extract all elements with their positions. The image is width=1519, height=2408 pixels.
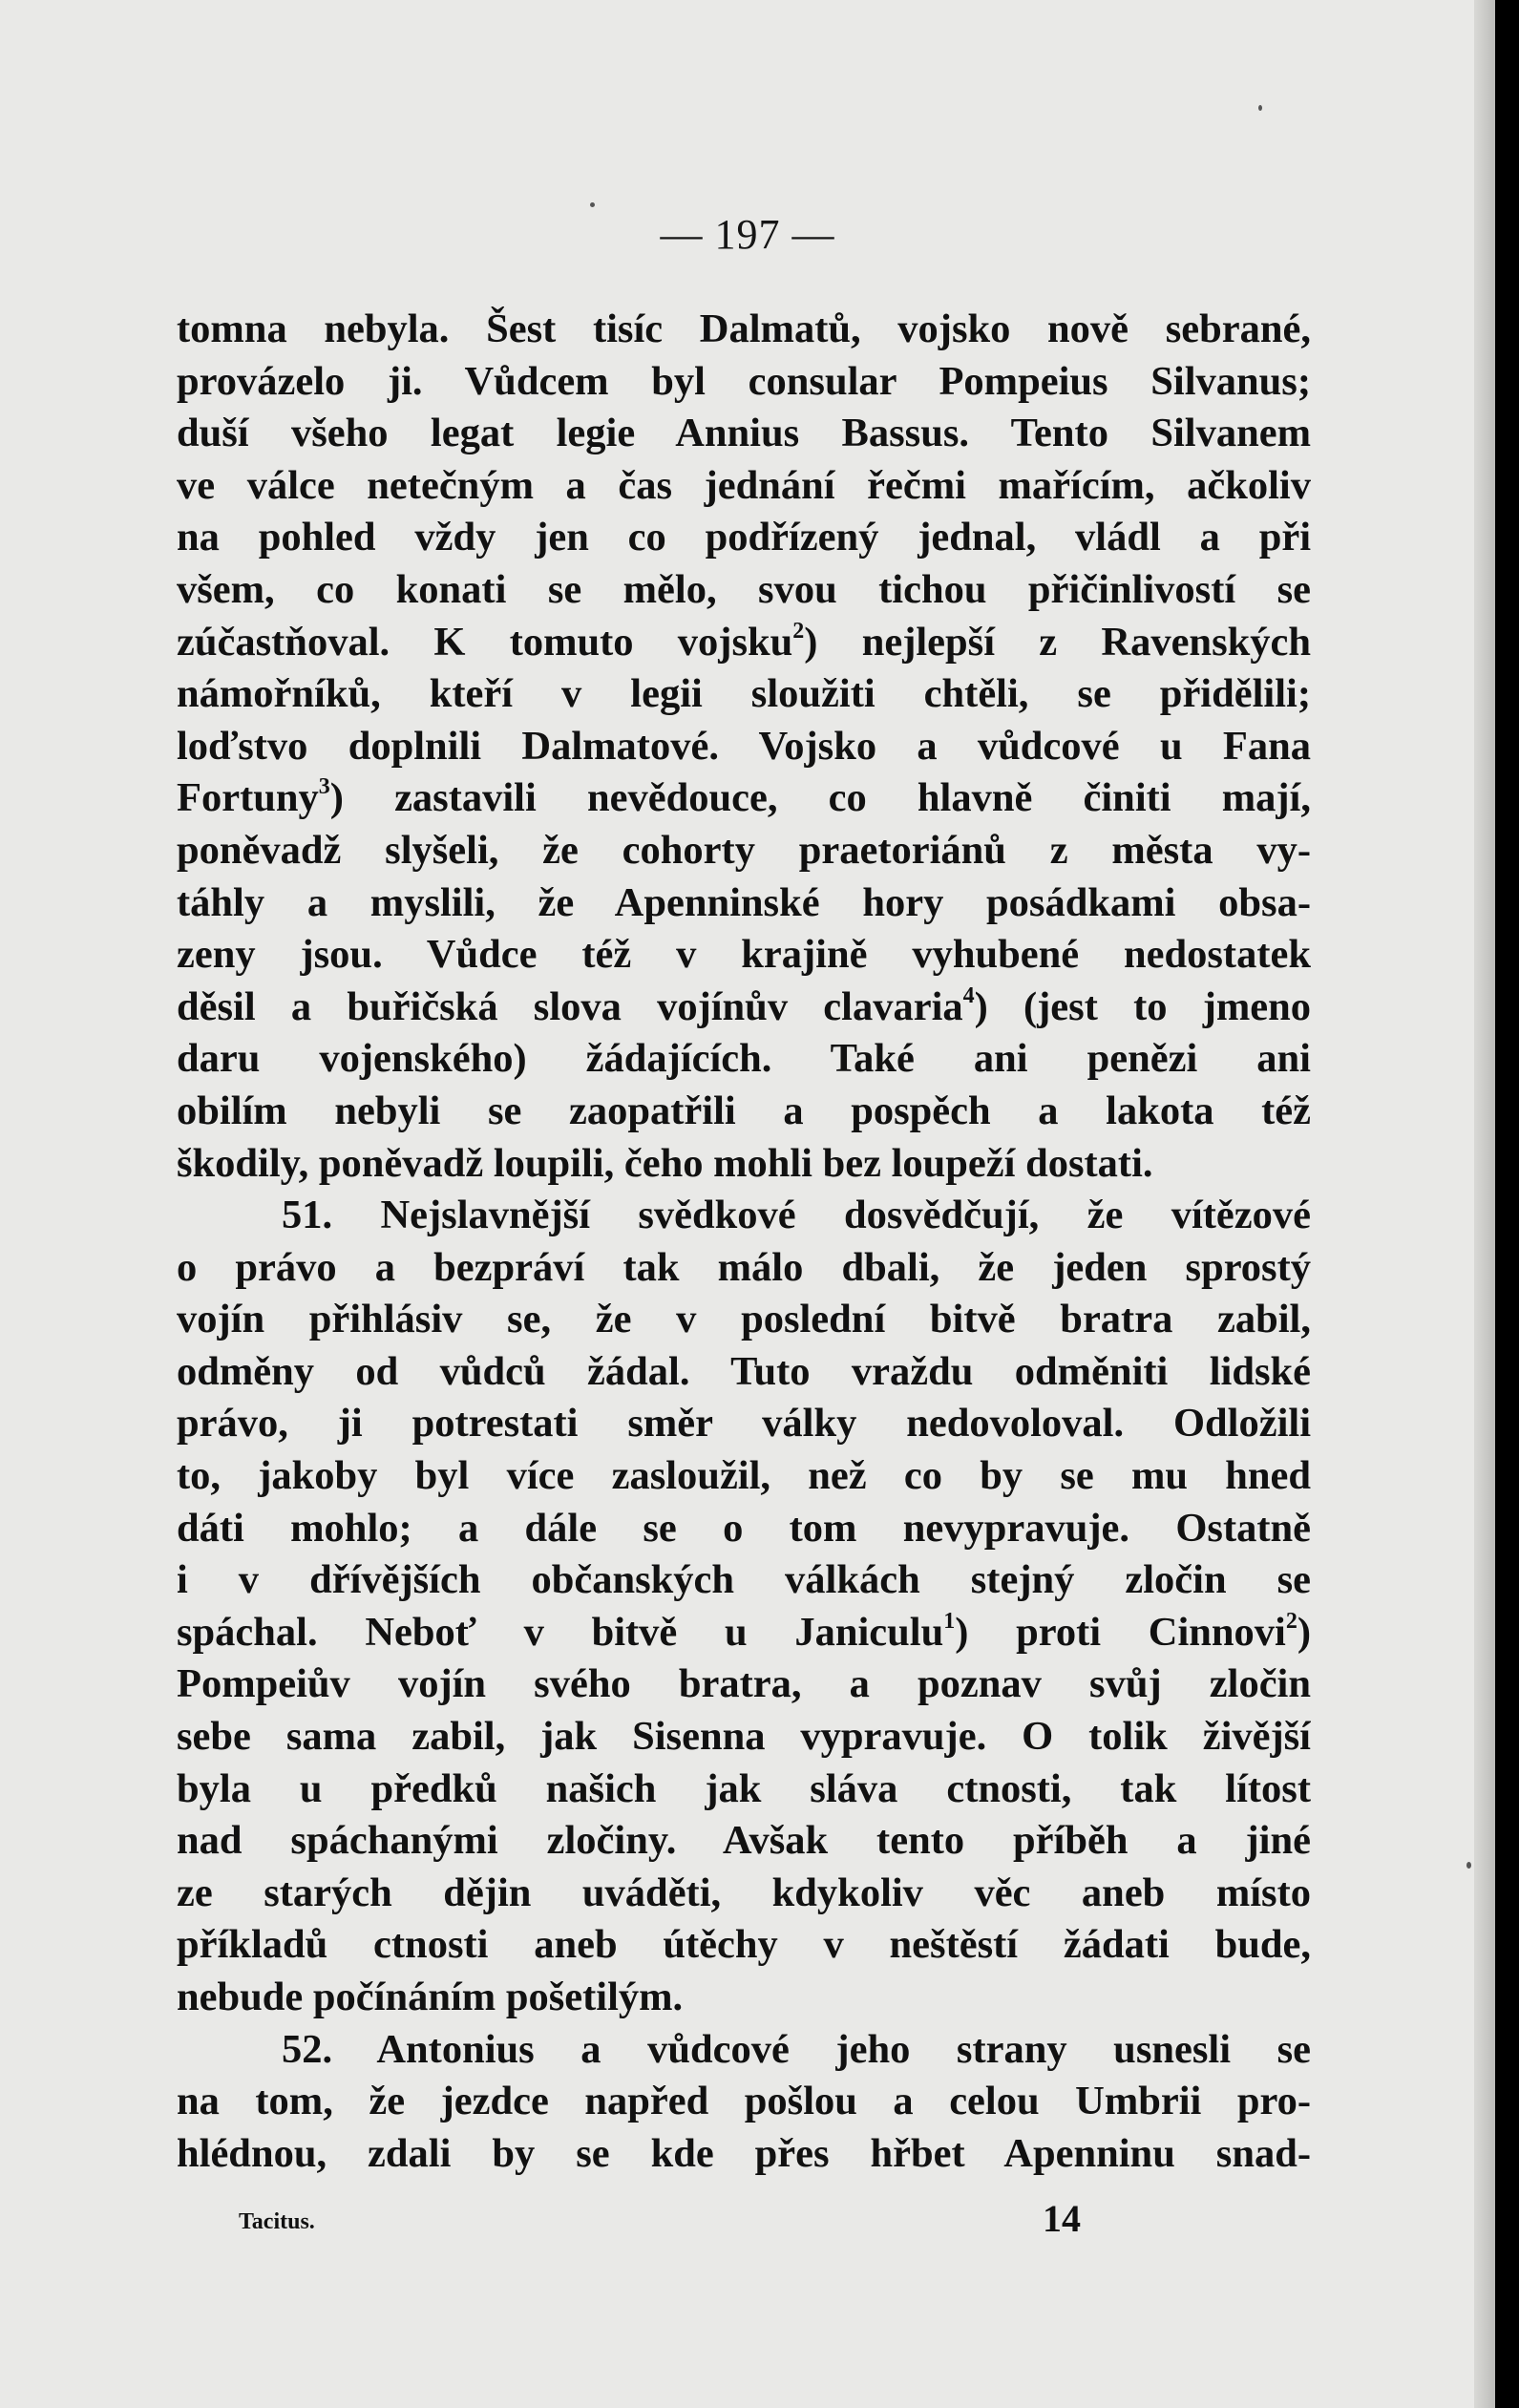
line-text: poněvadž slyšeli, že cohorty praetoriánů z města vy- (177, 827, 1311, 873)
text-line (177, 1815, 1311, 1868)
line-text: právo, ji potrestati směr války nedovoloval. Odložili (177, 1401, 1311, 1447)
line-text: Fortuny (177, 775, 319, 821)
text-line (177, 721, 1311, 773)
print-speck (1258, 105, 1262, 111)
text-line (177, 1242, 1311, 1295)
text-line (177, 982, 1311, 1034)
line-text: provázelo ji. Vůdcem byl consular Pompeius Silvanus; (177, 358, 1311, 404)
line-text: příkladů ctnosti aneb útěchy v neštěstí žádati bude, (177, 1922, 1311, 1968)
text-line (177, 1450, 1311, 1503)
line-text: i v dřívějších občanských válkách stejný zločin se (177, 1557, 1311, 1603)
text-line (177, 2076, 1311, 2128)
line-text: ) proti Cinnovi (955, 1609, 1286, 1655)
print-speck (590, 202, 595, 207)
line-text: ze starých dějin uváděti, kdykoliv věc aneb místo (177, 1869, 1311, 1915)
line-text: 52. Antonius a vůdcové jeho strany usnesli se (282, 2026, 1311, 2072)
line-text: ) nejlepší z Ravenských (804, 619, 1311, 665)
text-line (177, 825, 1311, 877)
line-text: hlédnou, zdali by se kde přes hřbet Apenninu snad- (177, 2130, 1311, 2176)
line-text: daru vojenského) žádajících. Také ani penězi ani (177, 1036, 1311, 1082)
line-text: zúčastňoval. K tomuto vojsku (177, 619, 793, 665)
text-line (177, 1346, 1311, 1399)
line-text: děsil a buřičská slova vojínův clavaria (177, 983, 963, 1029)
line-text: táhly a myslili, že Apenninské hory posádkami obsa- (177, 879, 1311, 925)
line-text: to, jakoby byl více zasloužil, než co by se mu hned (177, 1453, 1311, 1499)
line-text: ) zastavili nevědouce, co hlavně činiti mají, (329, 775, 1311, 821)
print-speck (1466, 1862, 1471, 1869)
line-text: vojín přihlásiv se, že v poslední bitvě bratra zabil, (177, 1297, 1311, 1342)
footnote-marker: 3 (318, 774, 330, 800)
text-line (177, 1554, 1311, 1607)
line-text: obilím nebyli se zaopatřili a pospěch a lakota též (177, 1088, 1311, 1133)
text-line (177, 772, 1311, 825)
line-text: byla u předků našich jak sláva ctnosti, tak lítost (177, 1765, 1311, 1811)
body-text (177, 304, 1311, 2180)
page-footer (0, 2196, 1495, 2253)
text-line (177, 2024, 1311, 2077)
line-text: spáchal. Neboť v bitvě u Janiculu (177, 1609, 944, 1655)
text-line (177, 1503, 1311, 1555)
footnote-marker: 4 (962, 982, 975, 1008)
line-text: o právo a bezpráví tak málo dbali, že jeden sprostý (177, 1244, 1311, 1290)
text-line (177, 408, 1311, 460)
footnote-marker: 1 (943, 1608, 956, 1634)
text-line (177, 877, 1311, 930)
text-line (177, 304, 1311, 356)
line-text: nad spáchanými zločiny. Avšak tento příběh a jiné (177, 1818, 1311, 1864)
footnote-marker: 2 (792, 618, 805, 644)
text-line (177, 617, 1311, 669)
text-line (177, 1658, 1311, 1711)
footnote-marker: 2 (1285, 1608, 1297, 1634)
text-line (177, 929, 1311, 982)
text-line (177, 1138, 1311, 1191)
page-number-header: — 197 — (660, 211, 835, 258)
text-line (177, 1398, 1311, 1450)
line-text: loďstvo doplnili Dalmatové. Vojsko a vůdcové u Fana (177, 723, 1311, 769)
text-line (177, 1868, 1311, 1920)
line-text: všem, co konati se mělo, svou tichou přičinlivostí se (177, 566, 1311, 612)
text-line (177, 356, 1311, 409)
line-text: na tom, že jezdce napřed pošlou a celou Umbrii pro- (177, 2079, 1311, 2124)
line-text: škodily, poněvadž loupili, čeho mohli bez loupeží dostati. (177, 1140, 1153, 1186)
line-text: dáti mohlo; a dále se o tom nevypravuje. Ostatně (177, 1505, 1311, 1551)
text-line (177, 512, 1311, 564)
text-line (177, 1294, 1311, 1346)
line-text: námořníků, kteří v legii sloužiti chtěli, se přidělili; (177, 671, 1311, 717)
text-line (177, 1086, 1311, 1138)
gathering-number: 14 (1043, 2197, 1081, 2240)
line-text: nebude počínáním pošetilým. (177, 1975, 684, 2019)
text-line (177, 1764, 1311, 1816)
signature-mark: Tacitus. (239, 2209, 315, 2234)
text-line (177, 1033, 1311, 1086)
line-text: 51. Nejslavnější svědkové dosvědčují, že vítězové (282, 1193, 1311, 1238)
line-text: sebe sama zabil, jak Sisenna vypravuje. O tolik živější (177, 1714, 1311, 1760)
text-line (177, 1711, 1311, 1764)
line-text: ) (1297, 1609, 1311, 1655)
text-line (177, 668, 1311, 721)
line-text: na pohled vždy jen co podřízený jednal, vládl a při (177, 515, 1311, 560)
text-line (177, 1190, 1311, 1242)
text-line (177, 2128, 1311, 2181)
line-text: zeny jsou. Vůdce též v krajině vyhubené nedostatek (177, 932, 1311, 978)
text-line (177, 1972, 1311, 2024)
line-text: duší všeho legat legie Annius Bassus. Tento Silvanem (177, 411, 1311, 456)
line-text: tomna nebyla. Šest tisíc Dalmatů, vojsko nově sebrané, (177, 306, 1311, 351)
text-line (177, 460, 1311, 513)
text-line (177, 1607, 1311, 1659)
text-line (177, 564, 1311, 617)
page-edge-shadow (1474, 0, 1495, 2408)
line-text: Pompeiův vojín svého bratra, a poznav svůj zločin (177, 1661, 1311, 1707)
text-line (177, 1919, 1311, 1972)
line-text: ve válce netečným a čas jednání řečmi mařícím, ačkoliv (177, 462, 1311, 508)
line-text: ) (jest to jmeno (974, 983, 1311, 1029)
line-text: odměny od vůdců žádal. Tuto vraždu odměniti lidské (177, 1348, 1311, 1394)
